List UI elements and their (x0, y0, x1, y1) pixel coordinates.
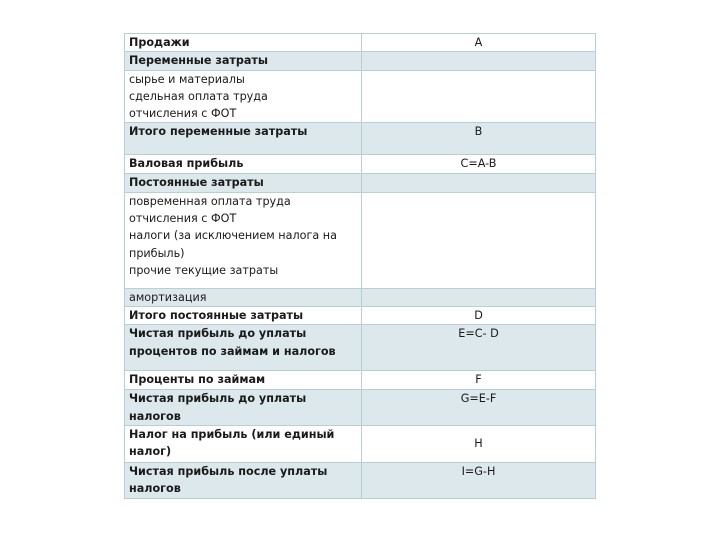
table-row (125, 288, 596, 306)
row-label: Чистая прибыль после уплаты налогов (125, 462, 362, 498)
row-value: E=C- D (362, 325, 596, 371)
row-value (362, 288, 596, 306)
table-row (125, 307, 596, 325)
row-label: Чистая прибыль до уплаты налогов (125, 390, 362, 426)
row-label: Итого переменные затраты (125, 123, 362, 155)
table-row (125, 462, 596, 498)
row-value: H (362, 425, 596, 462)
row-value (362, 192, 596, 288)
row-label: Итого постоянные затраты (125, 307, 362, 325)
row-value: D (362, 307, 596, 325)
row-label: Чистая прибыль до уплаты процентов по займам и налогов (125, 325, 362, 371)
table-row (125, 192, 596, 288)
row-value (362, 174, 596, 192)
row-label: Переменные затраты (125, 52, 362, 70)
table-row (125, 371, 596, 390)
table-row (125, 34, 596, 52)
table-row (125, 70, 596, 123)
row-label: Постоянные затраты (125, 174, 362, 192)
row-label: Проценты по займам (125, 371, 362, 390)
row-label: Налог на прибыль (или единый налог) (125, 425, 362, 462)
row-label: Продажи (125, 34, 362, 52)
row-value (362, 70, 596, 123)
table-row (125, 425, 596, 462)
table-row (125, 123, 596, 155)
table-row (125, 155, 596, 174)
row-label: амортизация (125, 288, 362, 306)
row-value: A (362, 34, 596, 52)
table-row (125, 390, 596, 426)
table-row (125, 174, 596, 192)
row-value: B (362, 123, 596, 155)
table-row (125, 325, 596, 371)
row-label: сырье и материалы сдельная оплата труда отчисления с ФОТ (125, 70, 362, 123)
table-row (125, 52, 596, 70)
row-label: Валовая прибыль (125, 155, 362, 174)
row-value: I=G-H (362, 462, 596, 498)
financial-results-table (124, 33, 596, 499)
row-value (362, 52, 596, 70)
row-value: G=E-F (362, 390, 596, 426)
row-value: C=A-B (362, 155, 596, 174)
row-label: повременная оплата труда отчисления с ФОТ налоги (за исключением налога на прибыль) прочие текущие затраты (125, 192, 362, 288)
row-value: F (362, 371, 596, 390)
